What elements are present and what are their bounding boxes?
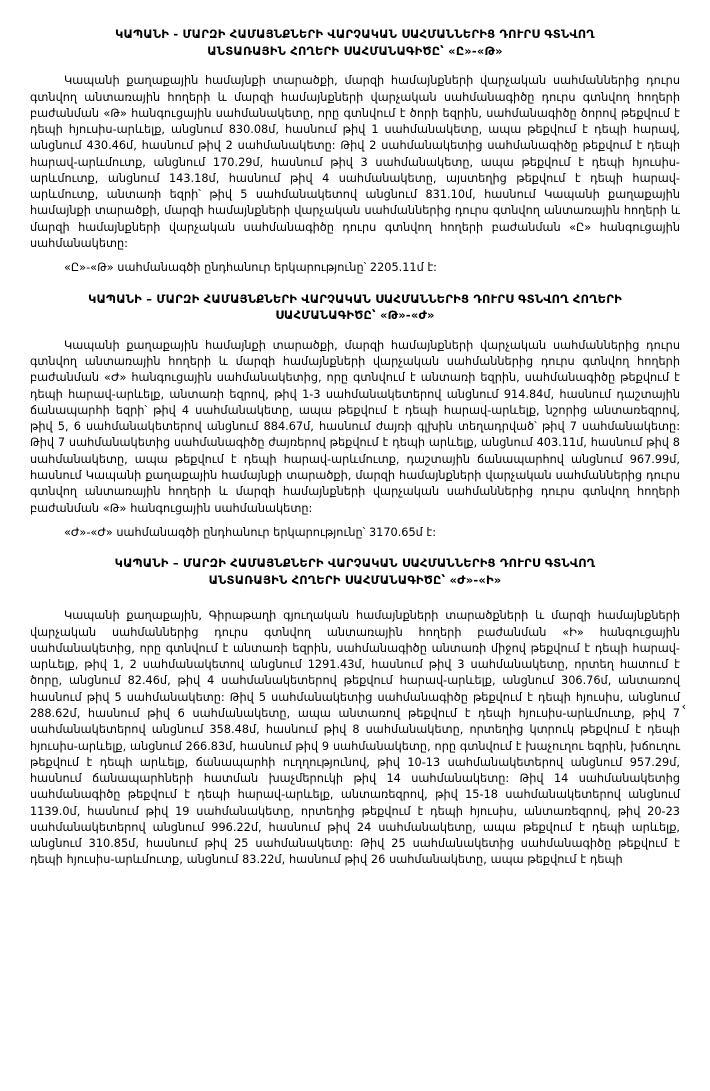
section-heading-3 [30,555,680,588]
document-title-line-2: ԱՆՏԱՌԱՅԻՆ ՀՈՂԵՐԻ ՍԱՀՄԱՆԱԳԻԾԸ՝ «Ը»-«Թ» [207,43,503,58]
margin-tick-mark: ‹ [681,700,686,713]
perimeter-total-1: «Ը»-«Թ» սահմանագծի ընդհանուր երկարությունը՝ 2205.11մ է: [64,261,437,275]
paragraph-section-1: Կապանի քաղաքային համայնքի տարածքի, մարզի համայնքների վարչական սահմաններից դուրս գտնվող անտառային հողերի և մարզի համայնքների վարչական սահմանագիծը դուրս գտնվող հողերի բաժանման «Թ» հանգուցային սահմանակետը, որը գտնվում է ծորի եզրին, սահմանագիծը ծորով թեքվում է դեպի հյուսիս-արևելք, անցնում 830.08մ, հասնում թիվ 1 սահմանակետը, ապա թեքվում է դեպի հարավ, անցնում 430.46մ, հասնում թիվ 2 սահմանակետը: Թիվ 2 սահմանակետից սահմանագիծը թեքվում է դեպի հարավ-արևմուտք, անցնում 170.29մ, հասնում թիվ 3 սահմանակետը, ապա թեքվում է դեպի հյուսիս-արևմուտք, անցնում 143.18մ, հասնում թիվ 4 սահմանակետը, այստեղից թեքվում է դեպի հարավ-արևմուտք, անտառի եզրի՝ թիվ 5 սահմանակետով անցնում 831.10մ, հասնում Կապանի քաղաքային համայնքի տարածքի, մարզի համայնքների վարչական սահմաններից դուրս գտնվող անտառային հողերի և մարզի համայնքների վարչական սահմանագիծը դուրս գտնվող հողերի բաժանման «Ը» հանգուցային սահմանակետը: [30,74,680,250]
section-heading-3-line-1: ԿԱՊԱՆԻ – ՄԱՐԶԻ ՀԱՄԱՅՆՔՆԵՐԻ ՎԱՐՉԱԿԱՆ ՍԱՀՄԱՆՆԵՐԻՑ ԴՈՒՐՍ ԳՏՆՎՈՂ [114,556,596,571]
section-heading-2-line-1: ԿԱՊԱՆԻ – ՄԱՐԶԻ ՀԱՄԱՅՆՔՆԵՐԻ ՎԱՐՉԱԿԱՆ ՍԱՀՄԱՆՆԵՐԻՑ ԴՈՒՐՍ ԳՏՆՎՈՂ ՀՈՂԵՐԻ [88,291,622,306]
section-heading-2 [30,291,680,324]
section-heading-3-line-2: ԱՆՏԱՌԱՅԻՆ ՀՈՂԵՐԻ ՍԱՀՄԱՆԱԳԻԾԸ՝ «Ժ»-«Ի» [208,572,502,587]
document-title-line-1: ԿԱՊԱՆԻ - ՄԱՐԶԻ ՀԱՄԱՅՆՔՆԵՐԻ ՎԱՐՉԱԿԱՆ ՍԱՀՄԱՆՆԵՐԻՑ ԴՈՒՐՍ ԳՏՆՎՈՂ [115,27,595,41]
document-title [30,26,680,59]
section-heading-2-line-2: ՍԱՀՄԱՆԱԳԻԾԸ՝ «Թ»-«Ժ» [275,308,435,323]
paragraph-section-3: Կապանի քաղաքային, Գիրաթաղի գյուղական համայնքների տարածքների և մարզի համայնքների վարչական սահմաններից դուրս գտնվող անտառային հողերի բաժանման «Ի» հանգուցային սահմանակետից, որը գտնվում է անտառի եզրին, սահմանագիծը անտառի միջով թեքվում է դեպի հարավ-արևելք, թիվ 1, 2 սահմանակետով անցնում 1291.43մ, հասնում թիվ 3 սահմանակետը, որտեղ հատում է ծորը, անցնում 82.46մ, թիվ 4 սահմանակետերով թեքվում հարավ-արևելք, անցնում 306.76մ, անտառով հասնում թիվ 5 սահմանակետը: Թիվ 5 սահմանակետից սահմանագիծը թեքվում է դեպի հյուսիս, անցնում 288.62մ, հասնում թիվ 6 սահմանակետը, ապա անտառով թեքվում է դեպի հյուսիս-արևմուտք, թիվ 7 սահմանակետերով անցնում 358.48մ, հասնում թիվ 8 սահմանակետը, որտեղից կտրուկ թեքվում է դեպի հյուսիս-արևելք, անցնում 266.83մ, հասնում թիվ 9 սահմանակետը, որը գտնվում է խաչուղու եզրին, խճուղու թեքվում է դեպի արևելք, ճանապարհի ուղղությունով, թիվ 10-13 սահմանակետերով անցնում 957.29մ, հասնում ճանապարհների հատման խաչմերուկի թիվ 14 սահմանակետը: Թիվ 14 սահմանակետից սահմանագիծը թեքվում է դեպի հարավ-արևելք, անտառեզրով, թիվ 15-18 սահմանակետերով անցնում 1139.0մ, հասնում թիվ 19 սահմանակետը, որտեղից թեքվում է դեպի հյուսիս, անտառեզրով, թիվ 20-23 սահմանակետերով անցնում 996.22մ, հասնում թիվ 24 սահմանակետը, ապա թեքվում է դեպի արևելք, անցնում 310.85մ, հասնում թիվ 25 սահմանակետը: Թիվ 25 սահմանակետից սահմանագիծը թեքվում է դեպի հյուսիս-արևմուտք, անցնում 83.22մ, հասնում թիվ 26 սահմանակետը, ապա թեքվում է դեպի [30,609,680,867]
perimeter-total-2: «Ժ»-«Ժ» սահմանագծի ընդհանուր երկարությունը՝ 3170.65մ է: [64,525,437,539]
paragraph-section-2: Կապանի քաղաքային համայնքի տարածքի, մարզի համայնքների վարչական սահմաններից դուրս գտնվող անտառային հողերի և մարզի համայնքների վարչական սահմաններից դուրս գտնվող հողերի բաժանման «Ժ» հանգուցային սահմանակետից, որը գտնվում է անտառի եզրին, սահմանագիծը թեքվում է դեպի հարավ-արևելք, անտառի եզրով, թիվ 1-3 սահմանակետերով անցնում 914.84մ, հասնում դաշտային ճանապարհի եզրի՝ թիվ 4 սահմանակետը, ապա թեքվում է դեպի հարավ-արևելք, նշորից անտառեզրով, թիվ 5, 6 սահմանակետերով անցնում 884.67մ, հասնում ժայռի գլխին տեղադրված՝ թիվ 7 սահմանակետը: Թիվ 7 սահմանակետից սահմանագիծը ժայռերով թեքվում է դեպի արևելք, անցնում 403.11մ, հասնում թիվ 8 սահմանակետը, ապա թեքվում է դեպի հարավ-արևմուտք, դաշտային ճանապարհով անցնում 967.99մ, հասնում Կապանի քաղաքային համայնքի տարածքի, մարզի համայնքների վարչական սահմաններից դուրս գտնվող անտառային հողերի և մարզի համայնքների վարչական սահմաններից դուրս գտնվող հողերի բաժանման «Թ» հանգուցային սահմանակետը: [30,338,680,515]
